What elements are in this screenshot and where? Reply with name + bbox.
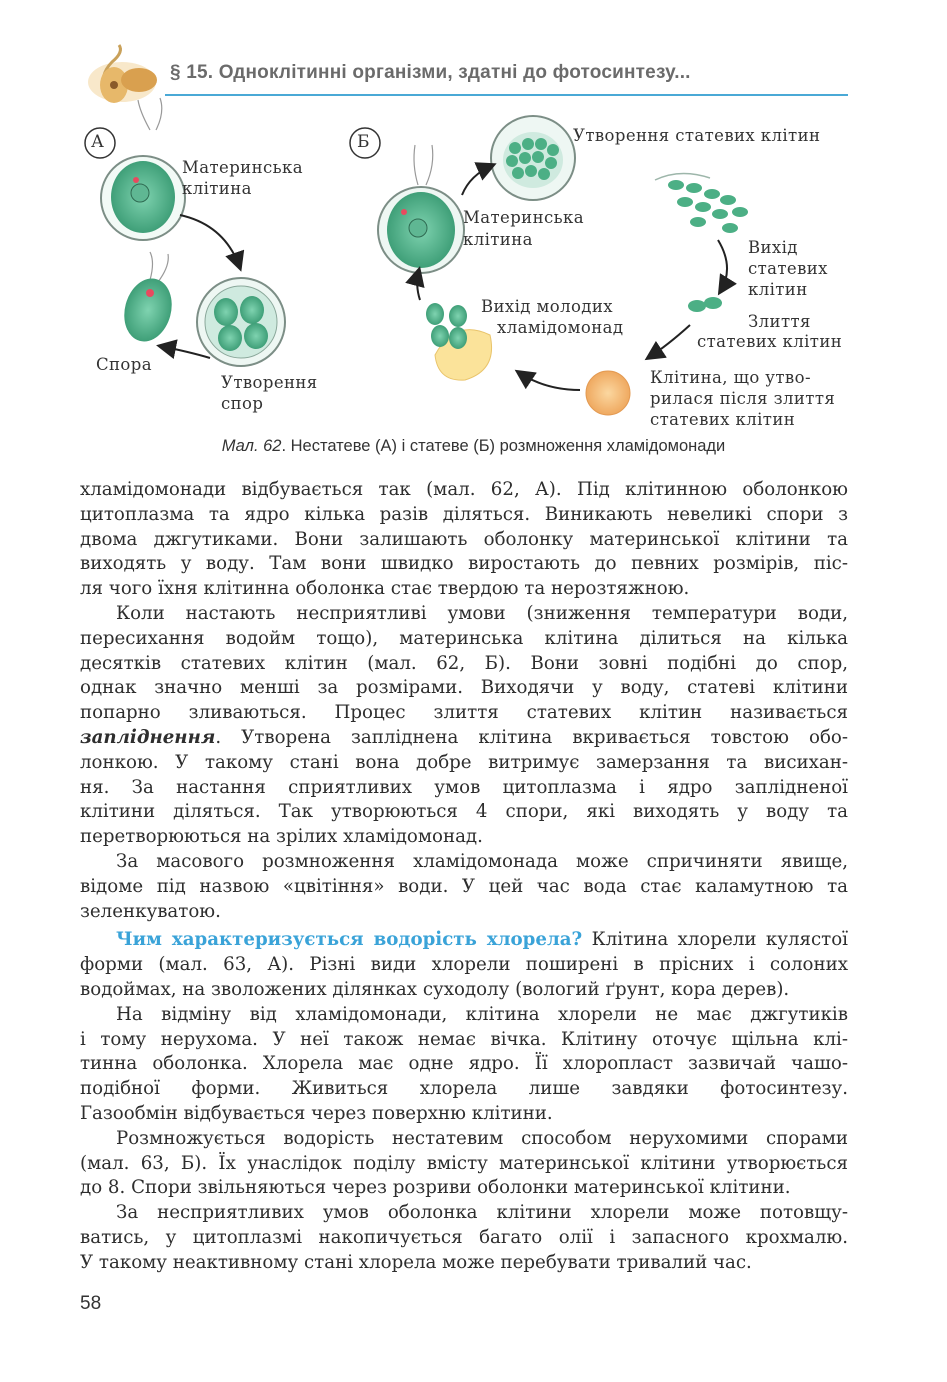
text-fragment: Клітина хлорели кулястої bbox=[582, 929, 848, 951]
b-mother-label-2: клітина bbox=[463, 230, 533, 249]
a-spores-form-label-2: спор bbox=[221, 394, 264, 413]
a-mother-label-2: клітина bbox=[182, 179, 252, 198]
text-line: хламідомонади відбувається так (мал. 62, А). Під клітинною оболонкою bbox=[80, 479, 848, 500]
text-line bbox=[80, 726, 848, 751]
text-line: і тому нерухома. У неї також немає вічка. Клітину оточує щільна клі- bbox=[80, 1028, 848, 1050]
b-exit-label-3: клітин bbox=[748, 280, 808, 299]
text-line: ватись, у цитоплазмі накопичується багато олії і запасного крохмалю. bbox=[80, 1226, 848, 1248]
text-line: пересихання водойм тощо), материнська клітина ділиться на кілька bbox=[80, 627, 848, 649]
text-line: На відміну від хламідомонади, клітина хлорели не має джгутиків bbox=[116, 1003, 848, 1025]
b-sex-cells-form-label: Утворення статевих клітин bbox=[573, 126, 821, 145]
text-fragment: Мал. 62 bbox=[221, 437, 282, 455]
text-line bbox=[80, 928, 848, 953]
a-spore-label: Спора bbox=[96, 355, 152, 374]
chapter-heading: § 15. Одноклітинні організми, здатні до фотосинтезу... bbox=[170, 62, 691, 83]
b-fusion-label-2: статевих клітин bbox=[697, 332, 843, 351]
text-line: ня. За настання сприятливих умов цитоплазма і ядро заплідненої bbox=[80, 776, 848, 798]
a-spores-form-label-1: Утворення bbox=[221, 373, 318, 392]
arrow-b-5 bbox=[417, 270, 420, 300]
text-line: За масового розмноження хламідомонада може спричиняти явище, bbox=[116, 850, 848, 872]
text-fragment: . Нестатеве (А) і статеве (Б) розмноження хламідомонади bbox=[281, 437, 726, 455]
text-line: перетворюються на зрілих хламідомонад. bbox=[80, 826, 483, 848]
badge-a-label: А bbox=[91, 132, 105, 152]
text-line: За несприятливих умов оболонка клітини хлорели може потовщу- bbox=[116, 1202, 848, 1224]
arrow-b-2 bbox=[718, 240, 727, 292]
text-line: (мал. 63, Б). Їх унаслідок поділу вмісту материнської клітини утворюється bbox=[80, 1152, 848, 1174]
arrow-b-1 bbox=[462, 165, 493, 195]
b-zygote-label-3: статевих клітин bbox=[650, 410, 796, 429]
text-line: клітини діляться. Так утворюються 4 спори, які виходять у воду та bbox=[80, 801, 848, 823]
b-young-label-2: хламідомонад bbox=[497, 318, 624, 337]
b-gametes-exiting bbox=[655, 173, 748, 233]
b-young-label-1: Вихід молодих bbox=[481, 297, 613, 316]
b-gamete-fusion bbox=[688, 297, 722, 312]
arrow-b-4 bbox=[518, 372, 580, 390]
b-exit-label-2: статевих bbox=[748, 259, 828, 278]
b-zygote-label-2: рилася після злиття bbox=[650, 389, 836, 408]
text-fragment: . Утворена запліднена клітина вкривається товстою обо- bbox=[215, 726, 848, 748]
text-line: водоймах, на зволожених ділянках суходолу (вологий ґрунт, кора дерев). bbox=[80, 978, 790, 1000]
b-mother-label-1: Материнська bbox=[463, 208, 584, 227]
a-mother-cell bbox=[101, 98, 185, 240]
text-line: двома джгутиками. Вони залишають оболонку материнської клітини та bbox=[80, 528, 848, 550]
arrow-a-2 bbox=[160, 346, 210, 358]
text-line: десятків статевих клітин (мал. 62, Б). Вони зовні подібні до спор, bbox=[80, 652, 848, 674]
text-line: форми (мал. 63, А). Різні види хлорели поширені в прісних і солоних bbox=[80, 954, 848, 976]
b-gamete-formation bbox=[491, 116, 575, 200]
figure-caption bbox=[0, 437, 947, 456]
a-mother-label-1: Материнська bbox=[182, 158, 303, 177]
b-mother-cell bbox=[378, 145, 464, 273]
text-line: подібної форми. Живиться хлорела лише завдяки фотосинтезу. bbox=[80, 1078, 848, 1100]
text-line: Коли настають несприятливі умови (зниження температури води, bbox=[116, 602, 848, 624]
badge-b-label: Б bbox=[357, 132, 370, 152]
a-spore bbox=[118, 252, 179, 347]
term-fertilization: запліднення bbox=[80, 726, 216, 748]
b-zygote-label-1: Клітина, що утво- bbox=[650, 368, 811, 387]
text-line: лонкою. У такому стані вона добре витримує замерзання та висихан- bbox=[80, 751, 848, 773]
b-fusion-label-1: Злиття bbox=[748, 312, 811, 331]
arrow-a-1 bbox=[180, 215, 240, 268]
text-line: цитоплазма та ядро кілька разів діляться. Виникають невеликі спори з bbox=[80, 503, 848, 525]
body-text bbox=[80, 478, 848, 1276]
text-line: попарно зливаються. Процес злиття статевих клітин називається bbox=[80, 702, 848, 724]
text-line: тинна оболонка. Хлорела має одне ядро. Її хлоропласт зазвичай чашо- bbox=[80, 1053, 848, 1075]
text-line: зеленкуватою. bbox=[80, 900, 221, 922]
b-exit-label-1: Вихід bbox=[748, 238, 798, 257]
chlorella-question: Чим характеризується водорість хлорела? bbox=[116, 929, 583, 951]
text-line: однак значно менші за розмірами. Виходячи у воду, статеві клітини bbox=[80, 677, 848, 699]
text-line: до 8. Спори звільняються через розриви оболонки материнської клітини. bbox=[80, 1177, 791, 1199]
text-line: виходять у воду. Там вони швидко виростають до певних розмірів, піс- bbox=[80, 553, 848, 575]
text-line: Розмножується водорість нестатевим способом нерухомими спорами bbox=[116, 1127, 848, 1149]
text-line: Газообмін відбувається через поверхню клітини. bbox=[80, 1102, 553, 1124]
b-zygote bbox=[586, 371, 630, 415]
text-line: відоме під назвою «цвітіння» води. У цей час вода стає каламутною та bbox=[80, 875, 848, 897]
a-spore-formation bbox=[197, 278, 285, 366]
text-line: У такому неактивному стані хлорела може перебувати тривалий час. bbox=[80, 1251, 752, 1273]
arrow-b-3 bbox=[648, 325, 690, 358]
text-line: ля чого їхня клітинна оболонка стає твердою та нерозтяжною. bbox=[80, 578, 690, 600]
page-number: 58 bbox=[80, 1293, 102, 1314]
